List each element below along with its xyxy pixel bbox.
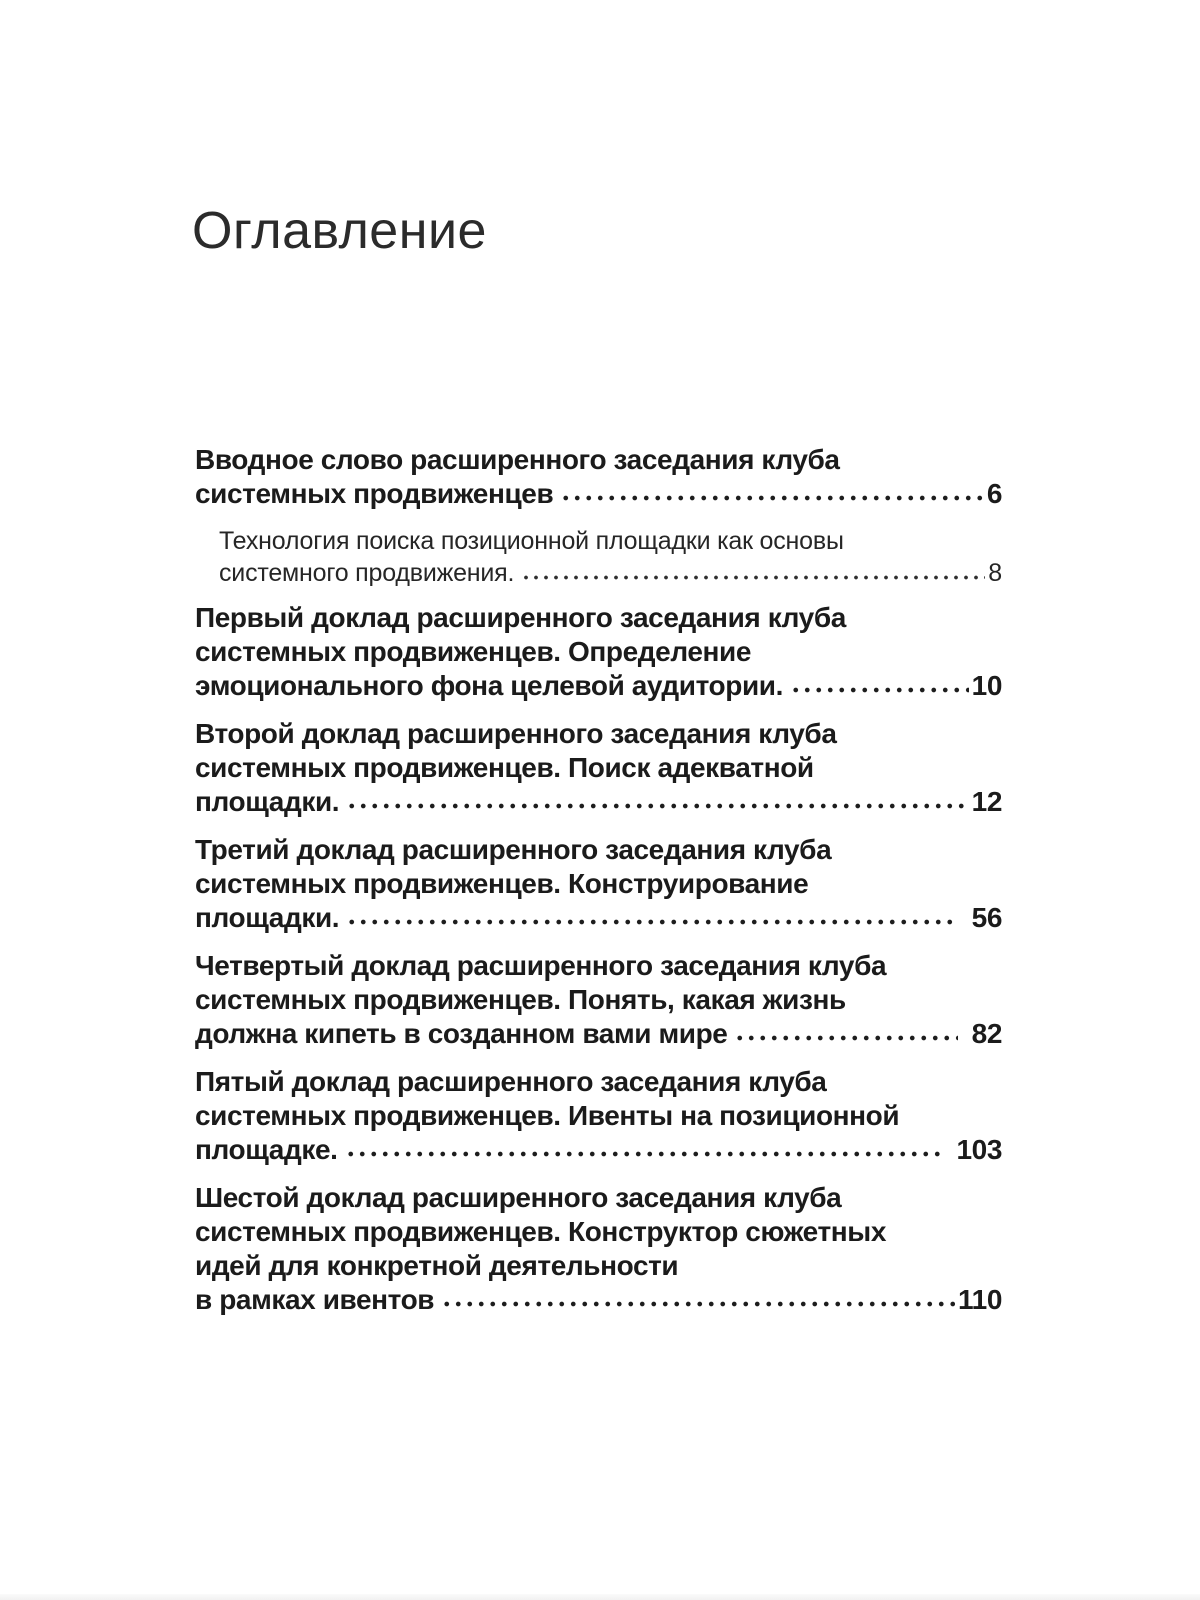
toc-entry-line: Первый доклад расширенного заседания клуба (195, 602, 846, 633)
toc-entry (195, 443, 1002, 511)
dot-leader (346, 919, 957, 925)
toc-entry-line: системных продвиженцев. Конструктор сюжетных (195, 1216, 886, 1247)
toc-entry-last-line (219, 557, 1002, 589)
toc-entry-text: должна кипеть в созданном вами мире (195, 1018, 728, 1049)
page-number: 103 (956, 1134, 1002, 1165)
toc-entry-last-line (195, 477, 1002, 511)
page-title: Оглавление (192, 202, 487, 260)
dot-leader (790, 687, 969, 693)
toc-list (195, 443, 1002, 1331)
toc-entry (195, 1065, 1002, 1167)
toc-entry-text: системных продвиженцев (195, 478, 554, 509)
toc-entry-lines (195, 443, 1002, 477)
toc-entry-line: Второй доклад расширенного заседания клуба (195, 718, 837, 749)
toc-entry (195, 601, 1002, 703)
toc-entry-last-line (195, 785, 1002, 819)
toc-entry-text: в рамках ивентов (195, 1284, 435, 1315)
toc-entry (195, 833, 1002, 935)
toc-entry (219, 525, 1002, 589)
page-number: 56 (971, 902, 1002, 933)
toc-entry-line: системных продвиженцев. Конструирование (195, 868, 809, 899)
toc-entry-line: системных продвиженцев. Определение (195, 636, 752, 667)
toc-entry-line: Четвертый доклад расширенного заседания клуба (195, 950, 887, 981)
toc-entry-last-line (195, 1283, 1002, 1317)
toc-entry (195, 1181, 1002, 1317)
dot-leader (345, 1151, 943, 1157)
dot-leader (346, 803, 968, 809)
toc-entry-line: системных продвиженцев. Поиск адекватной (195, 752, 814, 783)
toc-entry-lines (195, 1181, 1002, 1283)
toc-entry-text: площадке. (195, 1134, 338, 1165)
toc-entry-line: Технология поиска позиционной площадки как основы (219, 527, 844, 555)
toc-entry-lines (219, 525, 1002, 557)
toc-entry-lines (195, 717, 1002, 785)
page-number: 82 (971, 1018, 1002, 1049)
toc-entry-lines (195, 833, 1002, 901)
toc-entry-text: эмоционального фона целевой аудитории. (195, 670, 783, 701)
toc-entry-lines (195, 601, 1002, 669)
toc-entry-last-line (195, 669, 1002, 703)
toc-entry (195, 717, 1002, 819)
toc-entry-line: системных продвиженцев. Ивенты на позиционной (195, 1100, 900, 1131)
page-bottom-bar (0, 1594, 1200, 1600)
toc-entry-text: площадки. (195, 786, 340, 817)
dot-leader (441, 1301, 955, 1307)
page-number: 12 (971, 786, 1002, 817)
toc-entry-text: площадки. (195, 902, 340, 933)
page-number: 8 (988, 559, 1002, 587)
page-number: 10 (971, 670, 1002, 701)
toc-entry-last-line (195, 1017, 1002, 1051)
toc-entry-line: Шестой доклад расширенного заседания клуба (195, 1182, 842, 1213)
toc-entry-line: Пятый доклад расширенного заседания клуба (195, 1066, 827, 1097)
toc-entry-text: системного продвижения. (219, 559, 515, 587)
page-number: 6 (986, 478, 1002, 509)
dot-leader (560, 495, 984, 501)
toc-entry-last-line (195, 901, 1002, 935)
toc-entry-line: Третий доклад расширенного заседания клуба (195, 834, 832, 865)
toc-entry-last-line (195, 1133, 1002, 1167)
page-number: 110 (958, 1284, 1002, 1315)
toc-entry-line: системных продвиженцев. Понять, какая жизнь (195, 984, 846, 1015)
toc-entry-lines (195, 1065, 1002, 1133)
toc-entry (195, 949, 1002, 1051)
toc-entry-line: идей для конкретной деятельности (195, 1250, 679, 1281)
dot-leader (734, 1035, 957, 1041)
toc-entry-line: Вводное слово расширенного заседания клуба (195, 444, 840, 475)
toc-entry-lines (195, 949, 1002, 1017)
dot-leader (521, 575, 985, 580)
